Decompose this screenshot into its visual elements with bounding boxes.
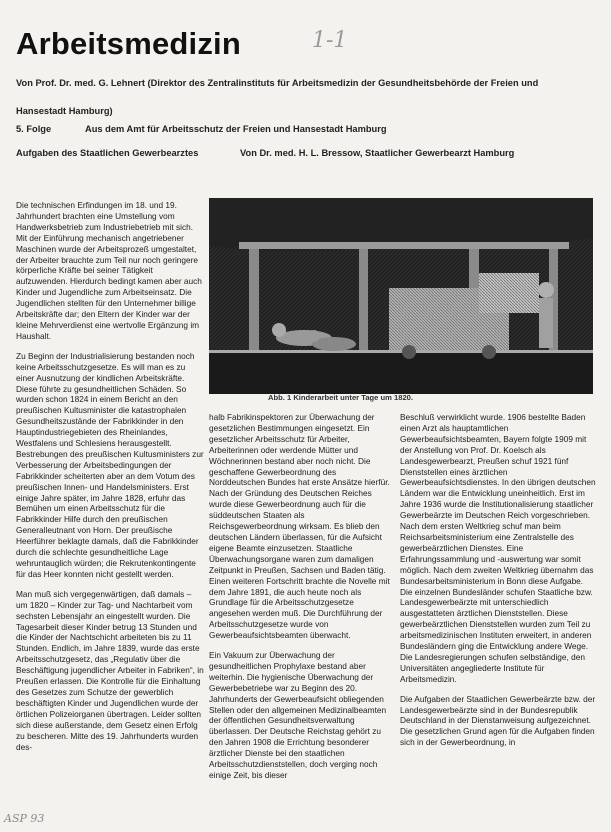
paragraph: Man muß sich vergegenwärtigen, daß damals – um 1820 – Kinder zur Tag- und Nachtarbeit vom sechsten Lebensjahr an eingestellt wurden. Die Tagesarbeit dieser Kinder betrug 13 Stunden und die Kinder der Nachtschicht arbeiteten bis zu 11 Stunden. Endlich, im Jahre 1839, wurde das erste Arbeitsschutzgesetz, das „Regulativ über die Beschäftigung jugendlicher Arbeiter in Fabriken“, in Preußen erlassen. Die Kontrolle für die Einhaltung des Gesetzes zum Schutze der gewerblich beschäftigten Kinder und Jugendlichen wurde der örtlichen Polizeiorganen übertragen. Leider sollten sich diese außerstande, dem Gesetz einen Erfolg zu bescheren. Mitte des 19. Jahrhunderts wurden des- bbox=[16, 588, 204, 752]
paragraph: halb Fabrikinspektoren zur Überwachung der gesetzlichen Bestimmungen eingesetzt. Ein gesetzlicher Arbeitsschutz für Arbeiter, Arbeiterinnen oder werdende Mütter und Wöchnerinnen bestand aber noch nicht. Die geschaffene Gewerbeordnung des Norddeutschen Bundes hat erste Ansätze hierfür. Nach der Gründung des Deutschen Reiches wurde diese Gewerbeordnung auch für die süddeutschen Staaten als Reichsgewerbeordnung wirksam. Es blieb den deutschen Ländern überlassen, für die Aufsicht eigene Beamte einzusetzen. Staatliche Überwachungsorgane waren zum damaligen Zeitpunkt in Preußen, Sachsen und Baden tätig. Einen weiteren Fortschritt brachte die Novelle mit dem Jahre 1891, die auch heute noch als Grundlage für die Arbeitsschutzgesetze angesehen werden muß. Die Durchführung der Arbeitsschutzgesetze wurde von Gewerbeaufsichtsbeamten überwacht. bbox=[209, 412, 390, 641]
series-label: 5. Folge bbox=[16, 124, 52, 134]
paragraph: Zu Beginn der Industrialisierung bestanden noch keine Arbeitsschutzgesetze. Es will man es zu einer Ausnutzung der kindlichen Arbeitskräfte. Diese führte zu gesundheitlichen Schäden. So wurden schon 1824 in einem Bericht an den preußischen Kultusminister die katastrophalen Gesundheitszustände der Fabrikkinder in den Hauptindustriegebieten des Rheinlandes, Westfalens und Schlesiens herausgestellt. Bestrebungen des preußischen Kultusministers zur Verbesserung der Arbeitsbedingungen der Fabrikkinder scheiterten aber an dem Votum des preußischen Innen- und Handelsministers. Erst einige Jahre später, im Jahre 1828, erfuhr das Bemühen um einen Arbeitsschutz für die Fabrikkinder Hilfe durch den preußischen Generalleutnant von Horn. Der preußische Heerführer beklagte damals, daß die Fabrikkinder durch die schlechte gesundheitliche Lage wehruntauglich würden; die Rekrutenkontingente für das Heer konnten nicht gestellt werden. bbox=[16, 350, 204, 579]
series-source: Aus dem Amt für Arbeitsschutz der Freien und Hansestadt Hamburg bbox=[85, 124, 387, 134]
author-line: Von Prof. Dr. med. G. Lehnert (Direktor des Zentralinstituts für Arbeitsmedizin der Gesundheitsbehörde der Freien und bbox=[16, 78, 539, 88]
paragraph: Beschluß verwirklicht wurde. 1906 bestellte Baden einen Arzt als hauptamtlichen Gewerbeaufsichtsbeamten, Bayern folgte 1909 mit der Anstellung von Prof. Dr. Koelsch als Landesgewerbearzt, Preußen schuf 1921 fünf Dienststellen eines ärztlichen Gewerbeaufsichtsdienstes. In den übrigen deutschen Ländern war die Entwicklung uneinheitlich. Erst im Jahre 1936 wurde die Institutionalisierung staatlicher Gewerbeärzte im Deutschen Reich vorgeschrieben. Nach dem ersten Weltkrieg schuf man beim Reichsarbeitsministerium eine Zentralstelle des gewerbeärztlichen Dienstes. Eine Erfahrungssammlung und -auswertung war somit möglich. Nach dem zweiten Weltkrieg übernahm das Bundesarbeitsministerium in Bonn diese Aufgabe. Die einzelnen Bundesländer schufen Staatliche bzw. Landesgewerbeärzte mit unterschiedlich ausgestatteten ärztlichen Dienststellen. Diese gewerbeärztlichen Dienststellen wurden zum Teil zu arbeitsmedizinischen Instituten erweitert, in anderen Bundesländern ging die Entwicklung andere Wege. Die Landesregierungen schufen selbständige, den Universitäten angegliederte Institute für Arbeitsmedizin. bbox=[400, 412, 596, 684]
footer-mark: ASP 93 bbox=[4, 812, 45, 825]
page-title: Arbeitsmedizin bbox=[16, 26, 242, 61]
paragraph: Ein Vakuum zur Überwachung der gesundheitlichen Prophylaxe bestand aber weiterhin. Die hygienische Überwachung der Gewerbebetriebe war zu Beginn des 20. Jahrhunderts der Gewerbeaufsicht obliegenden Stellen oder den allgemeinen Medizinalbeamten der öffentlichen Gesundheitsverwaltung überlassen. Der Deutsche Reichstag gehört zu den Jahren 1908 die Errichtung besonderer ärztlicher Dienste bei den staatlichen Arbeitsschutzdienststellen, doch verging noch einige Zeit, bis dieser bbox=[209, 650, 387, 780]
paragraph: Die technischen Erfindungen im 18. und 19. Jahrhundert brachten eine Umstellung vom Handwerksbetrieb zum Industriebetrieb mit sich. Mit der Einführung mechanisch angetriebener Maschinen wurde der Arbeitsprozeß umgestaltet, der Arbeiter brauchte zum Teil nur noch geringere körperliche Kräfte bei seiner Tätigkeit aufzuwenden. Hierdurch bedingt kamen aber auch Kinder und Jugendliche zum Arbeitseinsatz. Die Jugendlichen stellten für den Unternehmer billige Arbeitskräfte dar; den Eltern der Kinder war der kleine Mehrverdienst eine wertvolle Ergänzung im Haushalt. bbox=[16, 200, 202, 341]
mine-illustration bbox=[209, 198, 593, 394]
mine-illustration-image bbox=[209, 198, 593, 394]
text-column-middle bbox=[209, 412, 394, 790]
text-column-right bbox=[400, 412, 596, 757]
author-line-continued: Hansestadt Hamburg) bbox=[16, 106, 113, 116]
text-column-left bbox=[16, 200, 204, 761]
article-title: Aufgaben des Staatlichen Gewerbearztes bbox=[16, 148, 199, 158]
figure-caption: Abb. 1 Kinderarbeit unter Tage um 1820. bbox=[268, 393, 414, 402]
article-author: Von Dr. med. H. L. Bressow, Staatlicher Gewerbearzt Hamburg bbox=[240, 148, 515, 158]
handwritten-note: 1-1 bbox=[312, 28, 348, 53]
paragraph: Die Aufgaben der Staatlichen Gewerbeärzte bzw. der Landesgewerbeärzte sind in der Bundesrepublik Deutschland in der Dienstanweisung aufgezeichnet. Die gesetzlichen Grund agen für die Aufgaben finden sich in der Gewerbeordnung, in bbox=[400, 693, 596, 748]
